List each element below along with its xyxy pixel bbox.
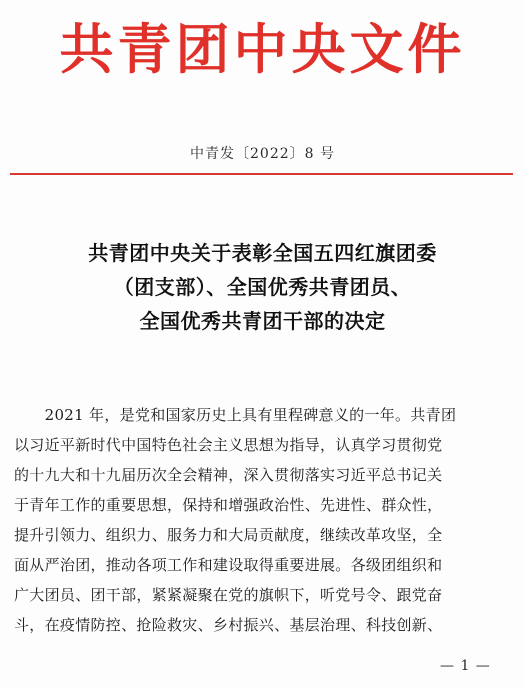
title-line: 全国优秀共青团干部的决定 (139, 309, 386, 333)
body-line: 的十九大和十九届历次全会精神，深入贯彻落实习近平总书记关 (14, 466, 443, 484)
document-number: 中青发〔2022〕8 号 (190, 146, 335, 162)
body-line: 广大团员、团干部，紧紧凝聚在党的旗帜下，听党号令、跟党奋 (14, 586, 443, 604)
page-number: — 1 — (440, 658, 491, 674)
body-line: 2021 年，是党和国家历史上具有里程碑意义的一年。共青团 (14, 406, 457, 424)
body-paragraph (14, 400, 511, 640)
document-title (0, 236, 525, 338)
title-line: 共青团中央关于表彰全国五四红旗团委 (88, 241, 437, 265)
masthead-title: 共青团中央文件 (59, 18, 466, 81)
title-line: （团支部）、全国优秀共青团员、 (113, 275, 412, 299)
red-divider-line (10, 173, 513, 175)
body-line: 斗，在疫情防控、抢险救灾、乡村振兴、基层治理、科技创新、 (14, 616, 443, 634)
body-line: 提升引领力、组织力、服务力和大局贡献度，继续改革攻坚，全 (14, 526, 443, 544)
body-line: 面从严治团，推动各项工作和建设取得重要进展。各级团组织和 (14, 556, 443, 574)
body-line: 以习近平新时代中国特色社会主义思想为指导，认真学习贯彻党 (14, 436, 443, 454)
body-line: 于青年工作的重要思想，保持和增强政治性、先进性、群众性， (14, 496, 443, 514)
